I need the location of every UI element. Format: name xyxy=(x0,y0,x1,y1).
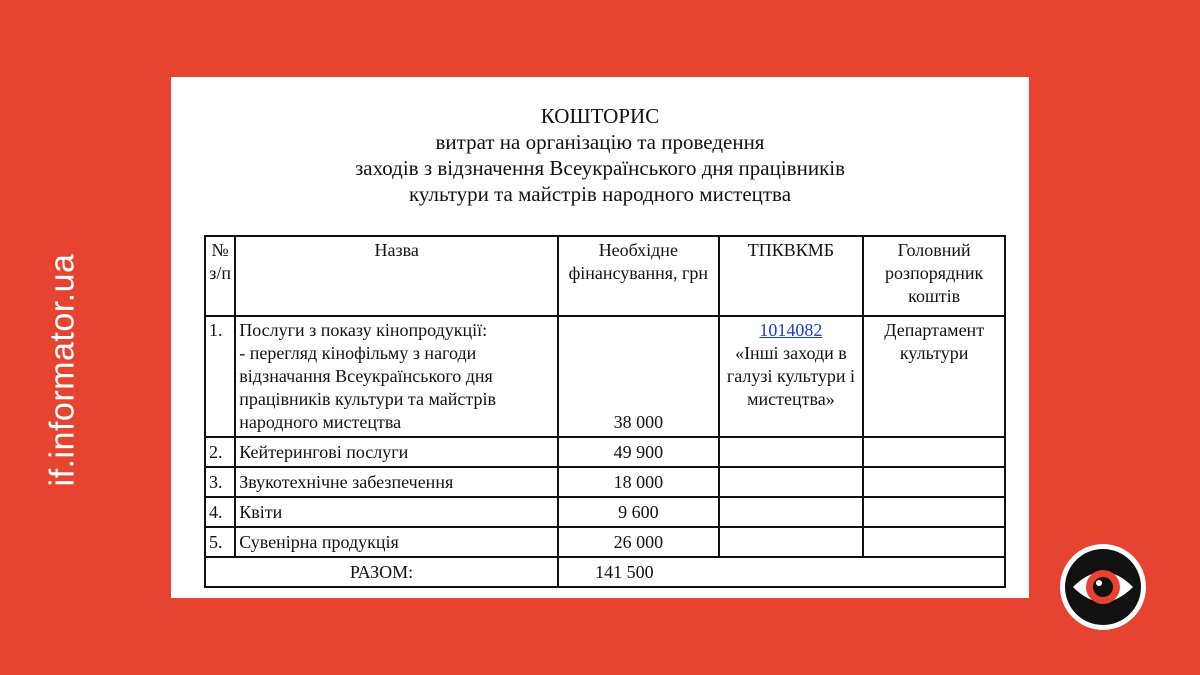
row-number: 1. xyxy=(205,316,235,437)
row-number: 4. xyxy=(205,497,235,527)
header-number: № з/п xyxy=(205,236,235,316)
site-name[interactable]: if.informator.ua xyxy=(43,253,82,487)
header-manager: Головний розпорядник коштів xyxy=(863,236,1005,316)
budget-code-description: «Інші заходи в галузі культури і мистецтва» xyxy=(726,343,855,409)
table-row xyxy=(205,467,1005,497)
row-name: Квіти xyxy=(235,497,558,527)
row-name: Звукотехнічне забезпечення xyxy=(235,467,558,497)
row-manager xyxy=(863,497,1005,527)
total-amount: 141 500 xyxy=(558,557,1005,587)
table-row xyxy=(205,527,1005,557)
header-name: Назва xyxy=(235,236,558,316)
row-number: 3. xyxy=(205,467,235,497)
budget-code-link[interactable]: 1014082 xyxy=(759,320,823,340)
header-budget-code: ТПКВКМБ xyxy=(719,236,864,316)
total-label: РАЗОМ: xyxy=(205,557,558,587)
row-number: 5. xyxy=(205,527,235,557)
row-manager xyxy=(863,437,1005,467)
table-row xyxy=(205,437,1005,467)
table-row xyxy=(205,497,1005,527)
row-budget-code xyxy=(719,316,864,437)
row-budget-code xyxy=(719,527,864,557)
row-budget-code xyxy=(719,497,864,527)
row-name: Послуги з показу кінопродукції: - перегляд кінофільму з нагоди відзначання Всеукраїнського дня працівників культури та майстрів народного мистецтва xyxy=(235,316,558,437)
row-amount: 9 600 xyxy=(558,497,718,527)
row-amount: 38 000 xyxy=(558,316,718,437)
table-header-row xyxy=(205,236,1005,316)
row-manager: Департамент культури xyxy=(863,316,1005,437)
table-row xyxy=(205,316,1005,437)
row-name: Кейтерингові послуги xyxy=(235,437,558,467)
eye-logo-icon[interactable] xyxy=(1059,543,1147,631)
estimate-table xyxy=(204,235,1006,588)
header-funding: Необхідне фінансування, грн xyxy=(558,236,718,316)
document-title xyxy=(171,103,1029,207)
row-manager xyxy=(863,527,1005,557)
row-budget-code xyxy=(719,467,864,497)
table-total-row xyxy=(205,557,1005,587)
row-budget-code xyxy=(719,437,864,467)
row-amount: 49 900 xyxy=(558,437,718,467)
site-brand-vertical xyxy=(0,0,140,675)
row-manager xyxy=(863,467,1005,497)
row-number: 2. xyxy=(205,437,235,467)
row-amount: 26 000 xyxy=(558,527,718,557)
row-name: Сувенірна продукція xyxy=(235,527,558,557)
row-amount: 18 000 xyxy=(558,467,718,497)
title-line: витрат на організацію та проведення xyxy=(435,130,765,154)
document-sheet xyxy=(171,77,1029,598)
title-line: культури та майстрів народного мистецтва xyxy=(408,182,792,206)
title-line: заходів з відзначення Всеукраїнського дня працівників xyxy=(354,156,846,180)
title-line: КОШТОРИС xyxy=(540,104,660,128)
